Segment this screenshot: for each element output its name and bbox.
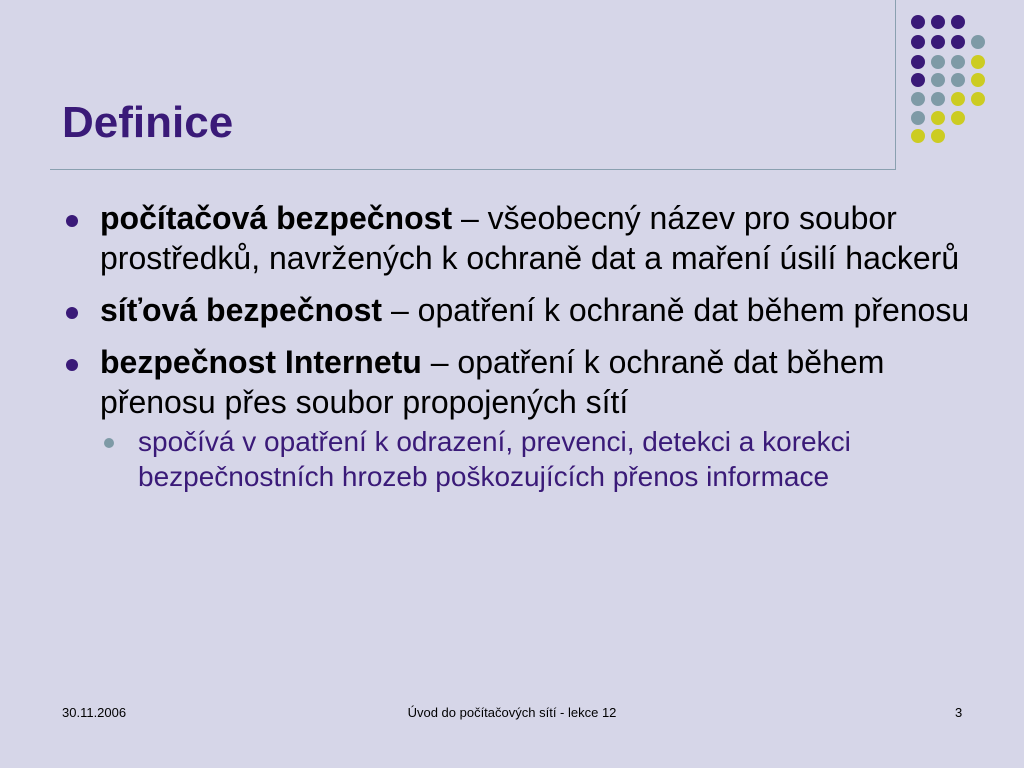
page-number: 3: [955, 705, 963, 720]
decorative-dot: [951, 55, 965, 69]
decorative-dot: [911, 55, 925, 69]
decorative-dot: [951, 92, 965, 106]
bullet-term: bezpečnost Internetu: [100, 344, 422, 380]
bullet-term: počítačová bezpečnost: [100, 200, 453, 236]
bullet-list: [62, 198, 982, 506]
bullet-item: [62, 342, 982, 494]
bullet-icon: [66, 307, 78, 319]
sub-bullet-icon: [104, 438, 114, 448]
decorative-dot: [931, 92, 945, 106]
decorative-dot: [931, 129, 945, 143]
bullet-text: – opatření k ochraně dat během přenosu: [382, 292, 970, 328]
bullet-icon: [66, 215, 78, 227]
slide-title: Definice: [62, 98, 234, 147]
bullet-item: [62, 198, 982, 278]
title-horizontal-divider: [50, 169, 896, 170]
decorative-dot: [931, 111, 945, 125]
bullet-text: – opatření k ochraně dat během přenosu přes soubor propojených sítí: [100, 344, 885, 420]
decorative-dot: [911, 73, 925, 87]
decorative-dot: [911, 111, 925, 125]
decorative-dot: [951, 73, 965, 87]
sub-bullet-text: spočívá v opatření k odrazení, prevenci, detekci a korekci bezpečnostních hrozeb poškozujících přenos informace: [138, 426, 851, 492]
decorative-dot: [971, 73, 985, 87]
decorative-dot: [931, 15, 945, 29]
decorative-dot: [911, 15, 925, 29]
decorative-dot: [971, 55, 985, 69]
decorative-dot: [911, 35, 925, 49]
sub-bullet-item: [100, 424, 982, 494]
title-vertical-divider: [895, 0, 896, 170]
decorative-dot: [911, 129, 925, 143]
decorative-dot: [951, 15, 965, 29]
bullet-icon: [66, 359, 78, 371]
bullet-term: síťová bezpečnost: [100, 292, 383, 328]
decorative-dot: [931, 73, 945, 87]
decorative-dot: [951, 111, 965, 125]
decorative-dot: [931, 35, 945, 49]
footer-title: Úvod do počítačových sítí - lekce 12: [407, 705, 617, 720]
sub-bullet-list: [100, 424, 982, 494]
decorative-dot: [931, 55, 945, 69]
bullet-item: [62, 290, 982, 330]
decorative-dot: [971, 92, 985, 106]
bullet-text: – všeobecný název pro soubor prostředků, navržených k ochraně dat a maření úsilí hackerů: [100, 200, 960, 276]
decorative-dot: [911, 92, 925, 106]
decorative-dot: [951, 35, 965, 49]
decorative-dot: [971, 35, 985, 49]
footer-date: 30.11.2006: [62, 705, 127, 720]
